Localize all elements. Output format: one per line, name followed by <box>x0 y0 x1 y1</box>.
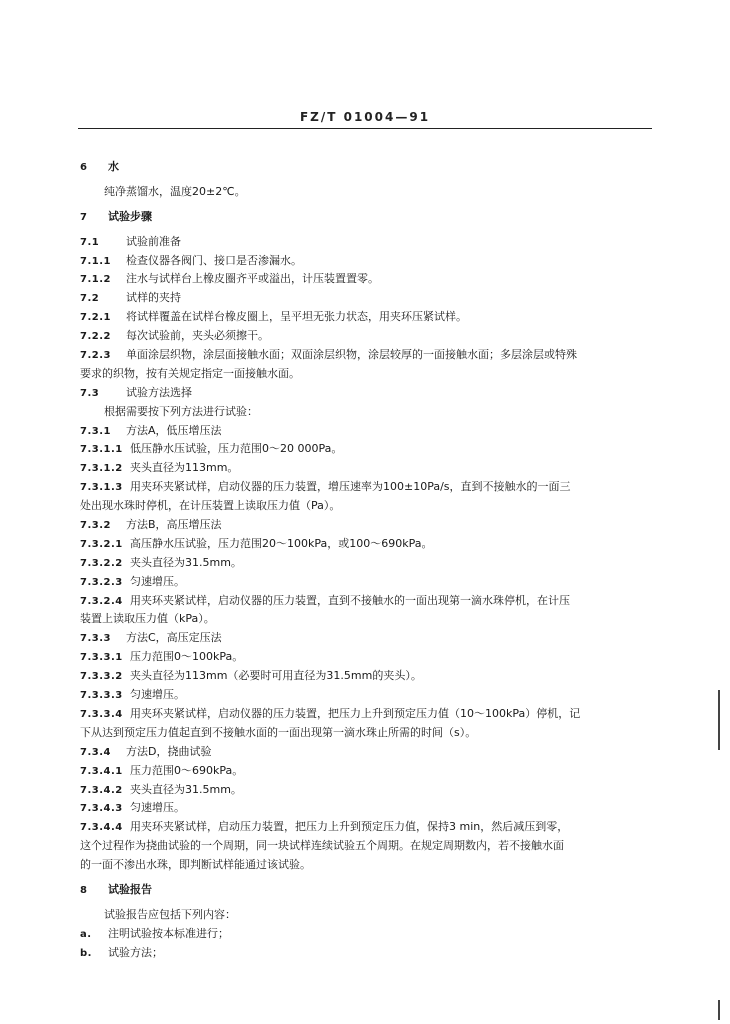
clause-number: 7 <box>80 211 88 223</box>
clause-text: 要求的织物，按有关规定指定一面接触水面。 <box>80 366 300 380</box>
clause-line <box>80 308 654 327</box>
clause-number: 7.3.3.3 <box>80 690 123 702</box>
clause-line <box>80 516 654 535</box>
clause-text: 方法D，挠曲试验 <box>126 744 212 758</box>
clause-number: 7.3.1.2 <box>80 463 123 475</box>
clause-text: 用夹环夹紧试样，启动仪器的压力装置，增压速率为100±10Pa/s，直到不接触水的一面三 <box>130 480 571 494</box>
clause-text: 方法A，低压增压法 <box>126 423 222 437</box>
continuation-line <box>80 610 654 629</box>
clause-line <box>80 252 654 271</box>
clause-text: 夹头直径为113mm（必要时可用直径为31.5mm的夹头）。 <box>130 669 422 683</box>
clause-text: 低压静水压试验，压力范围0～20 000Pa。 <box>130 442 343 456</box>
clause-number: 7.2.2 <box>80 331 111 343</box>
clause-number: 7.3.3.4 <box>80 708 123 720</box>
clause-text: 压力范围0～100kPa。 <box>130 650 244 664</box>
clause-text: 用夹环夹紧试样，启动仪器的压力装置，直到不接触水的一面出现第一滴水珠停机，在计压 <box>130 593 570 607</box>
clause-text: 试样的夹持 <box>126 291 181 305</box>
continuation-line <box>80 837 654 856</box>
clause-number: 8 <box>80 884 88 896</box>
clause-text: 匀速增压。 <box>130 574 185 588</box>
clause-text: 匀速增压。 <box>130 801 185 815</box>
clause-number: 7.3.2.3 <box>80 576 123 588</box>
clause-line <box>80 667 654 686</box>
clause-line <box>80 762 654 781</box>
clause-number: 7.3.4.3 <box>80 803 123 815</box>
clause-text: 试验步骤 <box>108 209 152 223</box>
clause-text: 匀速增压。 <box>130 688 185 702</box>
continuation-line <box>80 365 654 384</box>
clause-number: 7.3.2.4 <box>80 595 123 607</box>
continuation-line <box>80 856 654 875</box>
clause-line <box>80 459 654 478</box>
clause-text: 装置上读取压力值（kPa）。 <box>80 612 215 626</box>
clause-line <box>80 592 654 611</box>
clause-line <box>80 629 654 648</box>
clause-line <box>80 440 654 459</box>
clause-number: b. <box>80 947 92 959</box>
clause-text: 将试样覆盖在试样台橡皮圈上，呈平坦无张力状态，用夹环压紧试样。 <box>126 310 467 324</box>
clause-number: 7.3.4.1 <box>80 765 123 777</box>
clause-number: 7.3.2.2 <box>80 557 123 569</box>
clause-line <box>80 384 654 403</box>
clause-number: 7.3.1 <box>80 425 111 437</box>
clause-text: 方法B，高压增压法 <box>126 518 222 532</box>
clause-number: 7.3.3.1 <box>80 652 123 664</box>
clause-number: 7.3.3 <box>80 633 111 645</box>
clause-line <box>80 686 654 705</box>
clause-number: 7.2.3 <box>80 350 111 362</box>
clause-number: 7.3 <box>80 387 100 399</box>
clause-text: 纯净蒸馏水，温度20±2℃。 <box>104 184 246 198</box>
clause-text: 试验报告应包括下列内容： <box>104 907 236 921</box>
clause-line <box>80 743 654 762</box>
clause-text: 处出现水珠时停机，在计压装置上读取压力值（Pa）。 <box>80 499 341 513</box>
clause-line <box>80 535 654 554</box>
paragraph-line <box>80 183 654 202</box>
clause-line <box>80 705 654 724</box>
clause-text: 高压静水压试验，压力范围20～100kPa，或100～690kPa。 <box>130 536 433 550</box>
clause-text: 检查仪器各阀门、接口是否渗漏水。 <box>126 253 302 267</box>
clause-number: 7.1 <box>80 236 100 248</box>
clause-text: 下从达到预定压力值起直到不接触水面的一面出现第一滴水珠止所需的时间（s）。 <box>80 725 477 739</box>
clause-line <box>80 573 654 592</box>
header-rule <box>78 128 652 129</box>
clause-number: 7.3.2 <box>80 520 111 532</box>
section-heading <box>80 208 654 227</box>
clause-text: 压力范围0～690kPa。 <box>130 763 244 777</box>
clause-number: 7.3.1.3 <box>80 482 123 494</box>
scan-edge-mark <box>718 690 720 750</box>
clause-number: 7.2 <box>80 293 100 305</box>
clause-text: 单面涂层织物，涂层面接触水面；双面涂层织物，涂层较厚的一面接触水面；多层涂层或特殊 <box>126 348 577 362</box>
clause-line <box>80 422 654 441</box>
clause-text: 夹头直径为31.5mm。 <box>130 782 242 796</box>
clause-line <box>80 818 654 837</box>
clause-line <box>80 478 654 497</box>
clause-line <box>80 270 654 289</box>
standard-code-header: FZ/T 01004—91 <box>299 110 431 124</box>
clause-text: 用夹环夹紧试样，启动仪器的压力装置，把压力上升到预定压力值（10～100kPa）停机，记 <box>130 706 581 720</box>
clause-text: 水 <box>108 160 119 173</box>
clause-line <box>80 648 654 667</box>
continuation-line <box>80 724 654 743</box>
clause-text: 用夹环夹紧试样，启动压力装置，把压力上升到预定压力值，保持3 min，然后减压到零， <box>130 820 569 834</box>
clause-number: 7.1.1 <box>80 255 111 267</box>
clause-text: 试验方法； <box>108 945 163 959</box>
section-heading <box>80 881 654 900</box>
clause-line <box>80 233 654 252</box>
clause-text: 的一面不渗出水珠，即判断试样能通过该试验。 <box>80 858 311 872</box>
clause-text: 注水与试样台上橡皮圈齐平或溢出，计压装置置零。 <box>126 272 379 286</box>
clause-text: 夹头直径为31.5mm。 <box>130 555 242 569</box>
clause-number: a. <box>80 928 92 940</box>
clause-text: 方法C，高压定压法 <box>126 631 222 645</box>
clause-number: 7.3.4 <box>80 746 111 758</box>
document-body <box>80 152 654 963</box>
clause-line <box>80 346 654 365</box>
clause-line <box>80 327 654 346</box>
clause-line <box>80 554 654 573</box>
clause-line <box>80 781 654 800</box>
clause-number: 7.3.2.1 <box>80 538 123 550</box>
clause-line <box>80 944 654 963</box>
section-heading <box>80 158 654 177</box>
clause-text: 试验前准备 <box>126 234 181 248</box>
clause-number: 7.2.1 <box>80 312 111 324</box>
clause-number: 7.3.4.4 <box>80 822 123 834</box>
clause-number: 7.3.3.2 <box>80 671 123 683</box>
clause-number: 7.1.2 <box>80 274 111 286</box>
clause-text: 根据需要按下列方法进行试验： <box>104 404 258 418</box>
clause-text: 每次试验前，夹头必须擦干。 <box>126 329 269 343</box>
clause-line <box>80 925 654 944</box>
clause-number: 6 <box>80 162 88 173</box>
paragraph-line <box>80 906 654 925</box>
clause-number: 7.3.4.2 <box>80 784 123 796</box>
clause-text: 夹头直径为113mm。 <box>130 461 239 475</box>
clause-text: 注明试验按本标准进行； <box>108 926 229 940</box>
clause-text: 试验报告 <box>108 882 152 896</box>
continuation-line <box>80 497 654 516</box>
clause-text: 试验方法选择 <box>126 385 192 399</box>
clause-number: 7.3.1.1 <box>80 444 123 456</box>
clause-line <box>80 799 654 818</box>
paragraph-line <box>80 403 654 422</box>
clause-line <box>80 289 654 308</box>
clause-text: 这个过程作为挠曲试验的一个周期，同一块试样连续试验五个周期。在规定周期数内，若不接触水面 <box>80 839 564 853</box>
scan-edge-mark <box>718 1000 720 1020</box>
